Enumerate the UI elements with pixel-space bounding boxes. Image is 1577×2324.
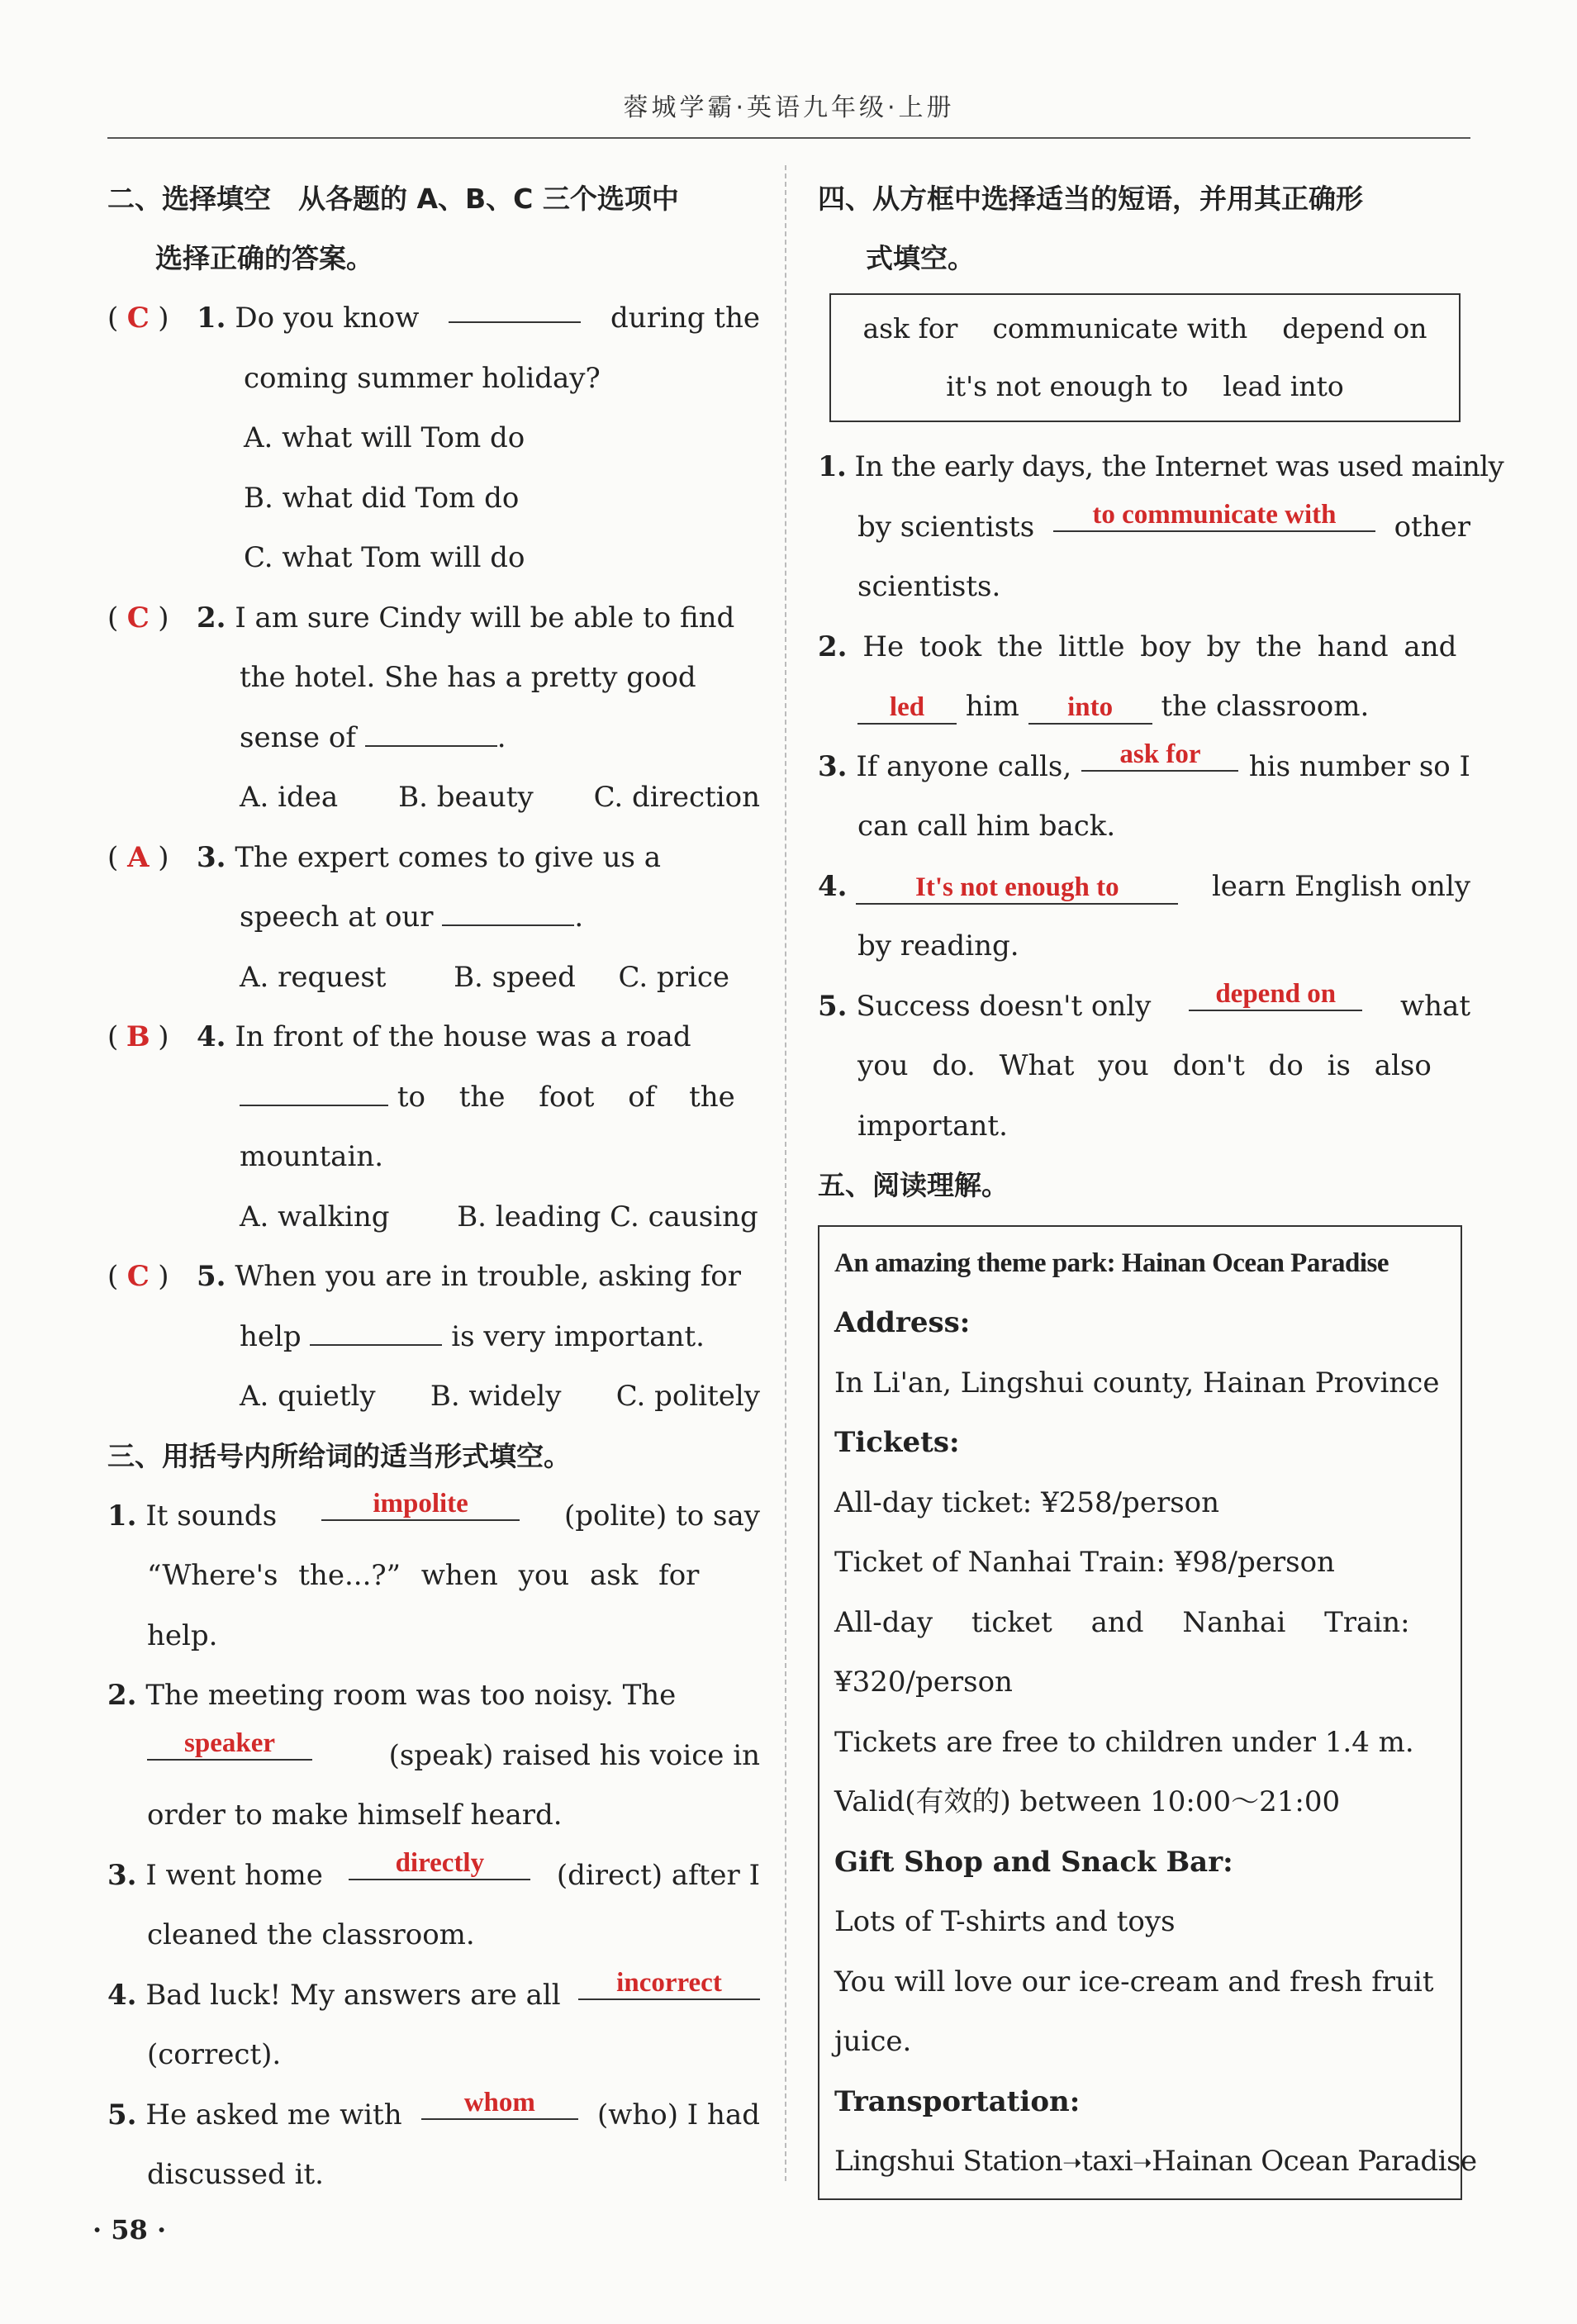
phrase-option: depend on: [1282, 312, 1427, 345]
answer-paren: ( C ): [107, 302, 169, 335]
answer-blank[interactable]: whom: [421, 2085, 578, 2120]
answer-paren: ( C ): [107, 1260, 169, 1293]
option-b[interactable]: B. beauty: [398, 781, 534, 814]
header-rule: [107, 137, 1470, 139]
answer-blank[interactable]: to communicate with: [1053, 497, 1375, 532]
page-header: 蓉城学霸·英语九年级·上册: [623, 93, 955, 122]
option-c[interactable]: C. causing: [610, 1200, 758, 1233]
answer-blank[interactable]: [240, 1072, 388, 1106]
answer-blank[interactable]: [442, 891, 574, 926]
section2-question-1: ( C ) 1. Do you know during the coming summer holiday? A. what will Tom do B. what did Tom do C. what Tom will do: [107, 288, 760, 588]
section2-question-3: ( A ) 3. The expert comes to give us a speech at our . A. request B. speed C. price: [107, 828, 760, 1008]
phrase-option: ask for: [862, 312, 958, 345]
answer-blank[interactable]: impolite: [321, 1486, 520, 1521]
answer-blank[interactable]: incorrect: [578, 1965, 760, 2000]
right-column: [818, 169, 1504, 2200]
section4-title: 四、从方框中选择适当的短语，并用其正确形 式填空。: [818, 183, 1363, 274]
option-a[interactable]: A. idea: [240, 781, 339, 814]
answer-blank[interactable]: directly: [349, 1846, 530, 1880]
answer-paren: ( B ): [107, 1020, 169, 1053]
phrase-option: it's not enough to: [946, 370, 1189, 402]
answer-paren: ( A ): [107, 840, 169, 874]
answer-blank[interactable]: [449, 288, 581, 323]
section4-item-1: 1. In the early days, the Internet was used mainly by scientists to communicate with other scientists.: [818, 450, 1504, 603]
page-number: · 58 ·: [93, 2214, 167, 2246]
phrase-option: communicate with: [992, 312, 1248, 345]
section3-item-3: 3. I went home directly (direct) after I cleaned the classroom.: [107, 1846, 760, 1965]
arrow-right-icon: ➝: [1062, 2149, 1082, 2176]
option-c[interactable]: C. politely: [615, 1380, 760, 1413]
section2-question-4: ( B ) 4. In front of the house was a road to the foot of the mountain. A. walking B. leading C. causing: [107, 1007, 760, 1247]
answer-paren: ( C ): [107, 601, 169, 634]
option-a[interactable]: A. walking: [240, 1200, 390, 1233]
answer-blank[interactable]: [310, 1311, 442, 1346]
section3-item-4: 4. Bad luck! My answers are all incorrect (correct).: [107, 1965, 760, 2085]
option-c[interactable]: C. price: [618, 960, 729, 994]
answer-blank[interactable]: [365, 712, 497, 747]
section4-item-4: 4. It's not enough to learn English only by reading.: [818, 869, 1470, 962]
option-a[interactable]: A. what will Tom do: [244, 421, 525, 454]
reading-passage-box: An amazing theme park: Hainan Ocean Paradise Address: In Li'an, Lingshui county, Hainan Province Tickets: All-day ticket: ¥258/person Ticket of Nanhai Train: ¥98/person All-day ticket and Nanhai Train: ¥320/person Tickets are free to children under 1.4 m. Valid(有效的) between 10:00～21:00 Gift Shop and Snack Bar: Lots of T-shirts and toys You will love our ice-cream and fresh fruit juice. Transportation: Lingshui Station➝taxi➝Hainan Ocean Paradise: [818, 1225, 1462, 2200]
left-column: [107, 169, 760, 2205]
phrase-option: lead into: [1223, 370, 1344, 402]
answer-blank[interactable]: speaker: [147, 1726, 312, 1761]
passage-title: An amazing theme park: Hainan Ocean Paradise: [834, 1248, 1389, 1278]
option-b[interactable]: B. what did Tom do: [244, 481, 520, 515]
section2-question-5: ( C ) 5. When you are in trouble, asking for help is very important. A. quietly B. widely C. politely: [107, 1247, 760, 1427]
section3-item-5: 5. He asked me with whom (who) I had discussed it.: [107, 2085, 760, 2205]
section2-title: 二、选择填空 从各题的 A、B、C 三个选项中 选择正确的答案。: [107, 183, 679, 274]
option-c[interactable]: C. what Tom will do: [244, 541, 525, 574]
option-a[interactable]: A. request: [240, 960, 387, 994]
section4-item-2: 2. He took the little boy by the hand and led him into the classroom.: [818, 630, 1457, 723]
option-a[interactable]: A. quietly: [240, 1380, 376, 1413]
section3-title: 三、用括号内所给词的适当形式填空。: [107, 1439, 571, 1472]
answer-blank[interactable]: depend on: [1189, 977, 1362, 1011]
arrow-right-icon: ➝: [1133, 2149, 1152, 2176]
option-b[interactable]: B. widely: [430, 1380, 562, 1413]
answer-blank[interactable]: into: [1028, 690, 1152, 725]
column-divider: [785, 165, 786, 2181]
option-b[interactable]: B. speed: [454, 960, 576, 994]
section5-title: 五、阅读理解。: [818, 1169, 1009, 1201]
answer-blank[interactable]: ask for: [1081, 737, 1238, 772]
section3-item-1: 1. It sounds impolite (polite) to say “Where's the...?” when you ask for help.: [107, 1486, 760, 1666]
answer-blank[interactable]: It's not enough to: [856, 870, 1178, 905]
phrase-box: [829, 293, 1461, 422]
section4-item-5: 5. Success doesn't only depend on what you do. What you don't do is also important.: [818, 977, 1470, 1157]
section2-question-2: ( C ) 2. I am sure Cindy will be able to find the hotel. She has a pretty good sense of . A. idea B. beauty C. direction: [107, 588, 760, 828]
option-c[interactable]: C. direction: [593, 781, 760, 814]
section4-item-3: 3. If anyone calls, ask for his number so I can call him back.: [818, 737, 1470, 857]
section3-item-2: 2. The meeting room was too noisy. The speaker (speak) raised his voice in order to make himself heard.: [107, 1679, 760, 1832]
option-b[interactable]: B. leading: [457, 1200, 601, 1233]
answer-blank[interactable]: led: [857, 690, 957, 725]
